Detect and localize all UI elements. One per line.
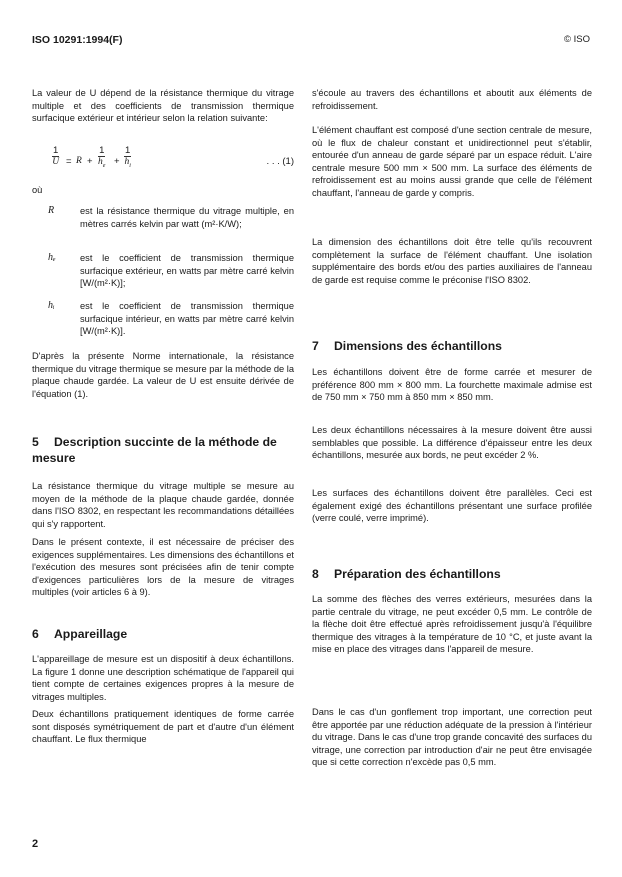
section-heading-7: 7 Dimensions des échantillons — [312, 339, 502, 353]
where-label: où — [32, 185, 43, 195]
paragraph: Deux échantillons pratiquement identiques de forme carrée sont disposés symétriquement de part et d'autre d'un élément chauffant. Le flux thermique — [32, 709, 294, 745]
paragraph: L'appareillage de mesure est un dispositif à deux échantillons. La figure 1 donne une description schématique de l'appareil qui tient compte de certaines exigences propres à la mesure de vitrages multiples. — [32, 654, 294, 702]
paragraph: Les deux échantillons nécessaires à la mesure doivent être aussi semblables que possible. La différence d'épaisseur entre les deux échantillons, mesurée aux bords, ne peut excéder 2 %. — [312, 425, 592, 461]
equation-1: $\frac{1}{U}$ = R + $\frac{1}{h_e}$ + $\frac{1}{h_i}$ . . . (1) — [52, 145, 294, 169]
fraction-1-over-u: $\frac{1}{U}$ — [52, 145, 60, 167]
definition-text: est le coefficient de transmission thermique surfacique intérieur, en watts par mètre carré kelvin [W/(m²·K)]. — [80, 301, 294, 337]
copyright: © ISO — [563, 34, 590, 45]
paragraph: s'écoule au travers des échantillons et aboutit aux éléments de refroidissement. — [312, 88, 592, 111]
paragraph: La résistance thermique du vitrage multiple se mesure au moyen de la méthode de la plaque chaude gardée, donnée dans l'ISO 8302, en respectant les recommandations détaillées qui s'y rapportent. — [32, 481, 294, 529]
page-number: 2 — [32, 838, 39, 850]
definition-symbol: hᵢ — [48, 300, 55, 311]
document-id: ISO 10291:1994(F) — [32, 34, 123, 46]
paragraph: Les surfaces des échantillons doivent être parallèles. Ceci est également exigé des échantillons présentant une surface profilée (verre coulé, verre imprimé). — [312, 488, 592, 524]
intro-paragraph: La valeur de U dépend de la résistance thermique du vitrage multiple et des coefficients de transmission thermique surfacique extérieur et intérieur selon la relation suivante: — [32, 88, 294, 124]
definition-text: est le coefficient de transmission thermique surfacique extérieur, en watts par mètre carré kelvin [W/(m²·K)]; — [80, 253, 294, 289]
paragraph: D'après la présente Norme internationale, la résistance thermique du vitrage thermique se mesure par la méthode de la plaque chaude gardée. La valeur de U est ensuite dérivée de l'équation (1). — [32, 351, 295, 399]
paragraph: La dimension des échantillons doit être telle qu'ils recouvrent complètement la surface de l'élément chauffant. Une isolation supplémentaire des bords et/ou des parties auxiliaires de l'anneau de garde est requise comme le préconise l'ISO 8302. — [312, 237, 592, 285]
paragraph: Dans le cas d'un gonflement trop important, une correction peut être apportée par une réduction adéquate de la pression à l'intérieur du vitrage. Dans le cas d'une trop grande concavité des surfaces du vitrage, une correction par introduction d'air ne peut être envisagée que si cette correction n'excède pas 0,5 mm. — [312, 707, 592, 768]
equation-number: . . . (1) — [266, 156, 294, 167]
definition-text: est la résistance thermique du vitrage multiple, en mètres carrés kelvin par watt (m²·K/W); — [80, 206, 294, 229]
definition-symbol: hₑ — [48, 252, 56, 263]
section-heading-5: 5 Description succinte de la méthode de mesure — [32, 435, 277, 465]
section-heading-6: 6 Appareillage — [32, 627, 128, 641]
paragraph: Dans le présent contexte, il est nécessaire de préciser des exigences supplémentaires. Les dimensions des échantillons et l'exécution des mesures sont précisées afin de tenir compte d'exigences particulières lors de la mesure de vitrages multiples (voir articles 6 à 9). — [32, 537, 295, 598]
paragraph: L'élément chauffant est composé d'une section centrale de mesure, où le flux de chaleur constant et unidirectionnel peut s'établir, entourée d'un anneau de garde séparé par un espace réduit. L'aire centrale mesure 500 mm × 500 mm. La surface des éléments de refroidissement est au moins aussi grande que celle de l'élément chauffant, l'anneau de garde y compris. — [312, 125, 592, 198]
paragraph: Les échantillons doivent être de forme carrée et mesurer de préférence 800 mm × 800 mm. La fourchette maximale admise est de 750 mm × 750 mm à 850 mm × 850 mm. — [312, 367, 592, 403]
paragraph: La somme des flèches des verres extérieurs, mesurées dans la partie centrale du vitrage, ne peut excéder 0,5 mm. Le contrôle de la flèche doit être effectué après refroidissement jusqu'à l'équilibre thermique des vitrages à la température de 10 °C, et juste avant la mise en place des vitrages dans l'appareil de mesure. — [312, 594, 592, 655]
section-heading-8: 8 Préparation des échantillons — [312, 567, 501, 581]
definition-symbol: R — [48, 205, 55, 216]
